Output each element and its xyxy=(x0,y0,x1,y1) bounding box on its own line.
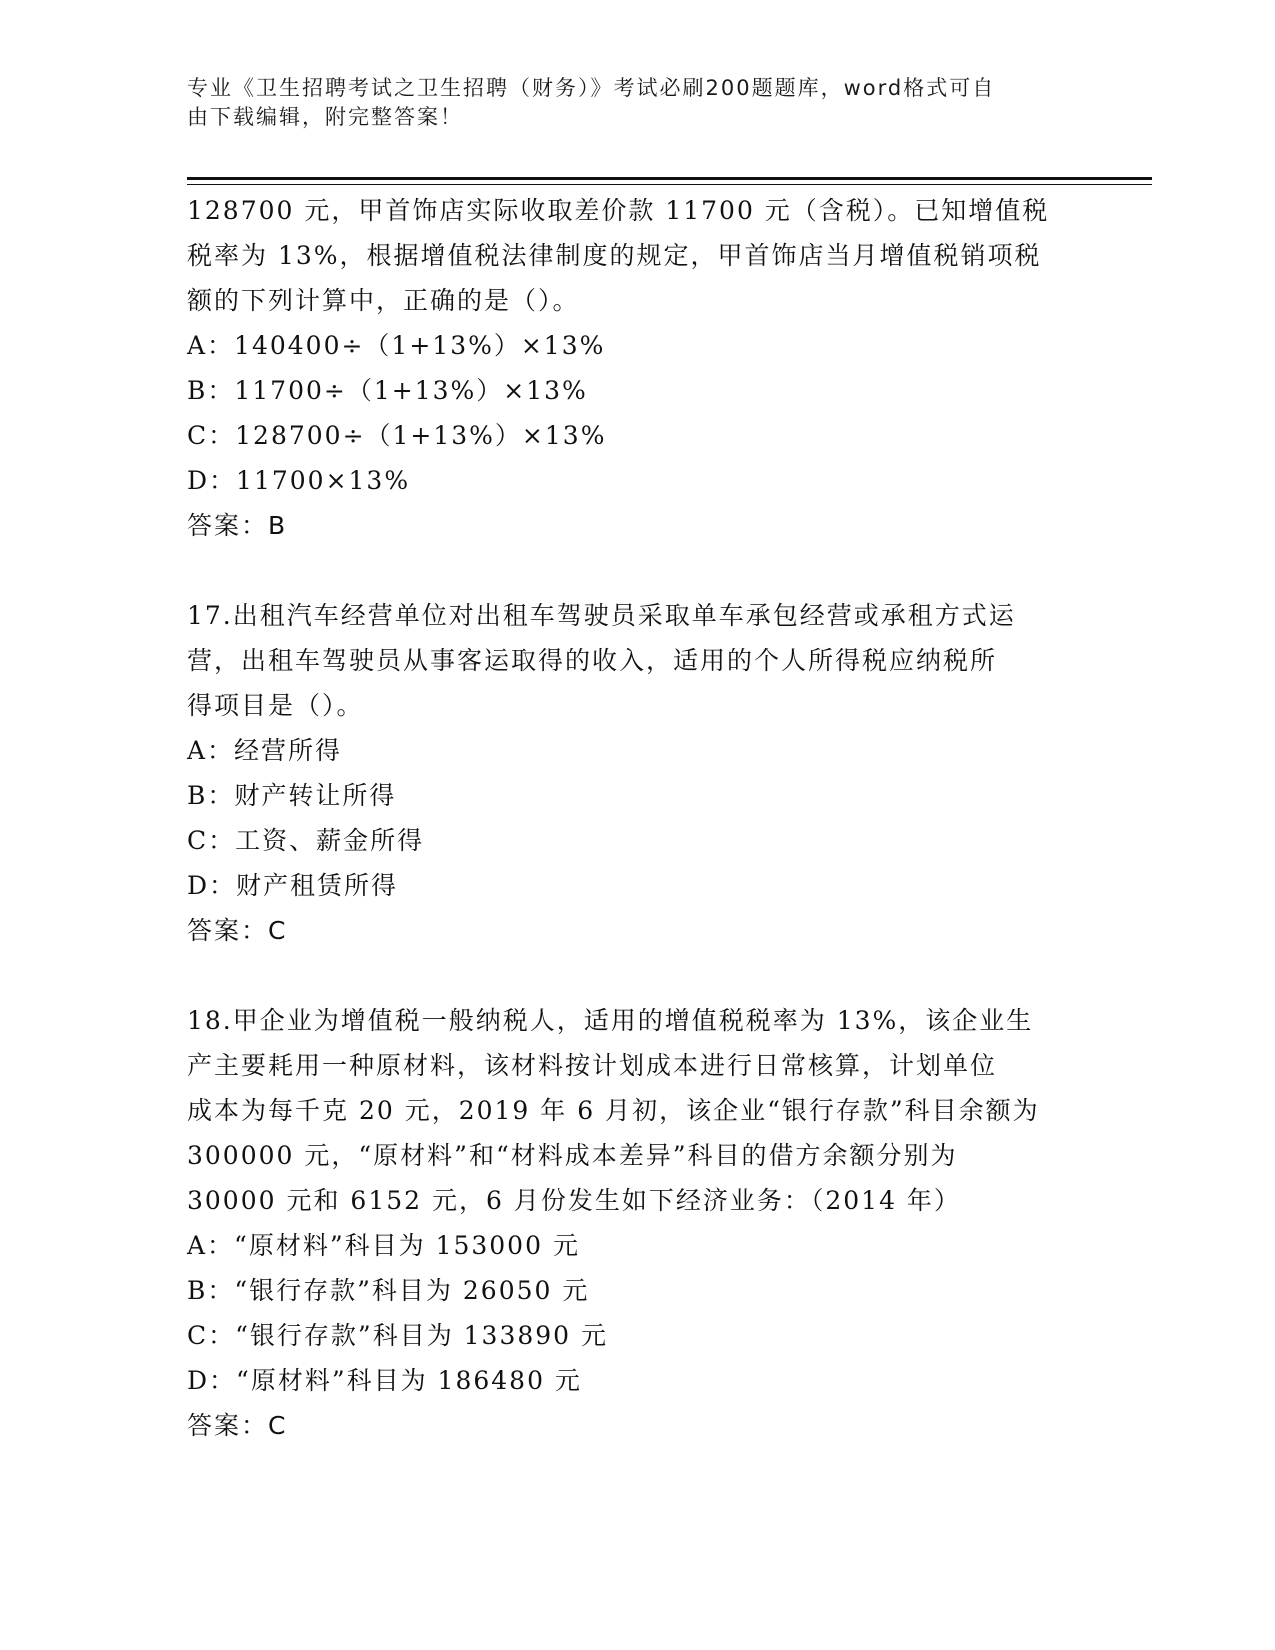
question-stem-line: 17.出租汽车经营单位对出租车驾驶员采取单车承包经营或承租方式运 xyxy=(187,601,1016,630)
option-a: A：140400÷（1+13%）×13% xyxy=(187,331,606,360)
question-stem-line: 18.甲企业为增值税一般纳税人，适用的增值税税率为 13%，该企业生 xyxy=(187,1006,1034,1035)
question-spacer xyxy=(187,548,1087,593)
question-18 xyxy=(187,998,1087,1448)
answer-label: 答案：C xyxy=(187,916,288,945)
header-rule-thick xyxy=(187,177,1152,180)
answer-label: 答案：C xyxy=(187,1411,288,1440)
option-a: A：经营所得 xyxy=(187,736,343,765)
option-c: C：工资、薪金所得 xyxy=(187,826,425,855)
page-header xyxy=(187,74,1087,132)
option-b: B：“银行存款”科目为 26050 元 xyxy=(187,1276,590,1305)
question-16 xyxy=(187,188,1087,548)
option-c: C：“银行存款”科目为 133890 元 xyxy=(187,1321,609,1350)
header-line-1: 专业《卫生招聘考试之卫生招聘（财务）》考试必刷200题题库，word格式可自 xyxy=(187,76,996,100)
header-rule-thin xyxy=(187,184,1152,185)
question-stem-line: 300000 元，“原材料”和“材料成本差异”科目的借方余额分别为 xyxy=(187,1141,958,1170)
option-d: D：“原材料”科目为 186480 元 xyxy=(187,1366,582,1395)
question-stem-line: 税率为 13%，根据增值税法律制度的规定，甲首饰店当月增值税销项税 xyxy=(187,241,1042,270)
option-d: D：11700×13% xyxy=(187,466,411,495)
header-line-2: 由下载编辑，附完整答案！ xyxy=(187,105,463,129)
question-list xyxy=(187,188,1087,1448)
question-spacer xyxy=(187,953,1087,998)
option-a: A：“原材料”科目为 153000 元 xyxy=(187,1231,580,1260)
question-stem-line: 营，出租车驾驶员从事客运取得的收入，适用的个人所得税应纳税所 xyxy=(187,646,998,675)
option-b: B：11700÷（1+13%）×13% xyxy=(187,376,588,405)
question-stem-line: 产主要耗用一种原材料，该材料按计划成本进行日常核算，计划单位 xyxy=(187,1051,998,1080)
option-d: D：财产租赁所得 xyxy=(187,871,399,900)
option-b: B：财产转让所得 xyxy=(187,781,397,810)
question-stem-line: 30000 元和 6152 元，6 月份发生如下经济业务：（2014 年） xyxy=(187,1186,961,1215)
question-stem-line: 得项目是（）。 xyxy=(187,691,364,720)
answer-label: 答案：B xyxy=(187,511,288,540)
question-stem-line: 额的下列计算中，正确的是（）。 xyxy=(187,286,580,315)
question-stem-line: 128700 元，甲首饰店实际收取差价款 11700 元（含税）。已知增值税 xyxy=(187,196,1050,225)
question-17 xyxy=(187,593,1087,953)
option-c: C：128700÷（1+13%）×13% xyxy=(187,421,607,450)
question-stem-line: 成本为每千克 20 元，2019 年 6 月初，该企业“银行存款”科目余额为 xyxy=(187,1096,1040,1125)
